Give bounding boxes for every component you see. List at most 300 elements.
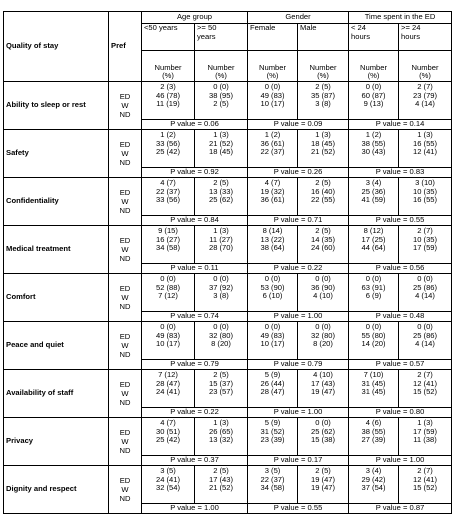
count-pct: 32 (80) — [310, 330, 336, 340]
value-cell — [248, 466, 298, 504]
table-row — [4, 370, 452, 408]
value-cell — [142, 178, 195, 216]
p-value: P value = 0.71 — [248, 216, 349, 226]
subcol-header: <50 years — [142, 24, 195, 51]
count-pct: 2 (5) — [213, 370, 229, 379]
count-pct: 13 (22) — [260, 234, 285, 244]
count-pct: 4 (7) — [264, 178, 281, 187]
subcol-header: Female — [248, 24, 298, 51]
value-cell — [399, 82, 452, 120]
pref-label: ED — [119, 331, 131, 341]
count-pct: 2 (5) — [315, 82, 331, 91]
value-cell — [248, 418, 298, 456]
p-value: P value = 0.87 — [349, 504, 452, 514]
count-pct: 0 (0) — [315, 322, 331, 331]
p-value: P value = 0.22 — [142, 408, 248, 418]
count-pct: 1 (3) — [315, 130, 331, 139]
count-pct: 0 (0) — [213, 82, 229, 91]
value-cell — [142, 466, 195, 504]
number-pct-header: Number (%) — [195, 51, 248, 82]
count-pct: 22 (37) — [260, 147, 285, 157]
count-pct: 21 (52) — [310, 147, 336, 157]
row-label: Privacy — [4, 418, 109, 466]
p-value: P value = 0.37 — [142, 456, 248, 466]
p-value: P value = 0.74 — [142, 312, 248, 322]
table-row — [4, 418, 452, 456]
quality-of-stay-table — [3, 11, 452, 514]
pref-labels — [109, 418, 142, 466]
count-pct: 34 (58) — [155, 243, 181, 253]
value-cell — [248, 130, 298, 168]
count-pct: 8 (14) — [262, 226, 283, 235]
count-pct: 0 (0) — [264, 322, 281, 331]
gender-header: Gender — [248, 12, 349, 24]
row-label: Medical treatment — [4, 226, 109, 274]
pref-labels — [109, 82, 142, 130]
count-pct: 2 (7) — [417, 466, 433, 475]
pref-label: W — [121, 340, 129, 350]
pref-label: ED — [119, 283, 131, 293]
table-row — [4, 178, 452, 216]
count-pct: 19 (47) — [310, 474, 336, 484]
value-cell — [399, 370, 452, 408]
pref-labels — [109, 466, 142, 514]
count-pct: 17 (59) — [412, 426, 438, 436]
count-pct: 23 (57) — [208, 387, 234, 397]
value-cell — [142, 274, 195, 312]
value-cell — [142, 370, 195, 408]
count-pct: 0 (0) — [264, 274, 281, 283]
count-pct: 14 (20) — [361, 339, 386, 349]
table-row — [4, 322, 452, 360]
count-pct: 0 (0) — [160, 274, 176, 283]
count-pct: 1 (3) — [213, 130, 229, 139]
count-pct: 32 (54) — [155, 483, 181, 493]
count-pct: 30 (43) — [361, 147, 386, 157]
count-pct: 22 (37) — [155, 186, 181, 196]
count-pct: 0 (0) — [365, 82, 382, 91]
pref-label: ND — [119, 206, 131, 216]
pref-label: ND — [119, 158, 131, 168]
pref-label: W — [121, 484, 129, 494]
value-cell — [248, 178, 298, 216]
count-pct: 2 (3) — [160, 82, 176, 91]
count-pct: 3 (4) — [365, 466, 382, 475]
count-pct: 15 (37) — [208, 378, 234, 388]
pref-label: W — [121, 244, 129, 254]
count-pct: 0 (0) — [160, 322, 176, 331]
pref-label: W — [121, 292, 129, 302]
pref-label: ND — [119, 110, 131, 120]
row-label: Peace and quiet — [4, 322, 109, 370]
pref-label: ND — [119, 350, 131, 360]
count-pct: 17 (59) — [412, 243, 438, 253]
pref-label: W — [121, 388, 129, 398]
p-value: P value = 1.00 — [248, 408, 349, 418]
count-pct: 55 (80) — [361, 330, 386, 340]
count-pct: 2 (7) — [417, 226, 433, 235]
value-cell — [195, 274, 248, 312]
p-value: P value = 0.83 — [349, 168, 452, 178]
count-pct: 2 (5) — [213, 178, 229, 187]
count-pct: 4 (14) — [415, 99, 435, 109]
count-pct: 1 (2) — [365, 130, 382, 139]
p-value: P value = 0.79 — [142, 360, 248, 370]
count-pct: 27 (39) — [361, 435, 386, 445]
count-pct: 25 (86) — [412, 330, 438, 340]
p-value: P value = 1.00 — [142, 504, 248, 514]
row-label: Ability to sleep or rest — [4, 82, 109, 130]
count-pct: 15 (52) — [412, 483, 438, 493]
count-pct: 38 (64) — [260, 243, 285, 253]
count-pct: 34 (58) — [260, 483, 285, 493]
count-pct: 1 (2) — [264, 130, 281, 139]
value-cell — [349, 178, 399, 216]
pref-label: ED — [119, 427, 131, 437]
count-pct: 36 (61) — [260, 195, 285, 205]
pref-label: ND — [119, 254, 131, 264]
pref-label: W — [121, 436, 129, 446]
count-pct: 49 (83) — [260, 90, 285, 100]
value-cell — [399, 178, 452, 216]
value-cell — [399, 322, 452, 360]
count-pct: 10 (17) — [155, 339, 181, 349]
pref-labels — [109, 322, 142, 370]
count-pct: 11 (38) — [413, 435, 437, 445]
count-pct: 37 (92) — [208, 282, 234, 292]
count-pct: 38 (55) — [361, 426, 386, 436]
count-pct: 28 (47) — [155, 378, 181, 388]
pref-label: ED — [119, 235, 131, 245]
count-pct: 0 (0) — [213, 274, 229, 283]
count-pct: 31 (45) — [361, 378, 386, 388]
count-pct: 19 (32) — [260, 186, 285, 196]
count-pct: 18 (45) — [310, 138, 336, 148]
value-cell — [349, 82, 399, 120]
count-pct: 3 (5) — [160, 466, 176, 475]
count-pct: 0 (0) — [417, 322, 433, 331]
count-pct: 23 (79) — [412, 90, 438, 100]
count-pct: 17 (25) — [361, 234, 386, 244]
count-pct: 12 (41) — [412, 474, 438, 484]
count-pct: 0 (0) — [365, 274, 382, 283]
value-cell — [142, 130, 195, 168]
count-pct: 16 (27) — [155, 234, 181, 244]
value-cell — [195, 418, 248, 456]
value-cell — [298, 466, 349, 504]
count-pct: 23 (39) — [260, 435, 285, 445]
row-label: Dignity and respect — [4, 466, 109, 514]
pref-label: ND — [119, 446, 131, 456]
count-pct: 37 (54) — [361, 483, 386, 493]
value-cell — [399, 274, 452, 312]
value-cell — [142, 82, 195, 120]
row-label: Availability of staff — [4, 370, 109, 418]
count-pct: 25 (42) — [155, 435, 181, 445]
p-value: P value = 1.00 — [248, 312, 349, 322]
count-pct: 4 (14) — [415, 339, 435, 349]
count-pct: 3 (8) — [315, 99, 331, 109]
count-pct: 33 (56) — [155, 138, 181, 148]
count-pct: 1 (3) — [213, 226, 229, 235]
pref-label: ND — [119, 494, 131, 504]
value-cell — [349, 130, 399, 168]
count-pct: 25 (36) — [361, 186, 386, 196]
count-pct: 10 (35) — [412, 186, 438, 196]
count-pct: 9 (15) — [158, 226, 178, 235]
count-pct: 8 (20) — [211, 339, 231, 349]
count-pct: 11 (27) — [209, 234, 233, 244]
count-pct: 36 (61) — [260, 138, 285, 148]
count-pct: 24 (41) — [155, 387, 181, 397]
count-pct: 10 (17) — [260, 99, 285, 109]
count-pct: 33 (56) — [155, 195, 181, 205]
count-pct: 0 (0) — [315, 418, 331, 427]
value-cell — [248, 370, 298, 408]
count-pct: 16 (40) — [310, 186, 336, 196]
value-cell — [298, 274, 349, 312]
value-cell — [298, 130, 349, 168]
value-cell — [142, 226, 195, 264]
pref-label: ED — [119, 475, 131, 485]
p-value: P value = 0.79 — [248, 360, 349, 370]
count-pct: 2 (5) — [315, 226, 331, 235]
pref-labels — [109, 130, 142, 178]
count-pct: 18 (45) — [208, 147, 234, 157]
pref-labels — [109, 178, 142, 226]
value-cell — [298, 178, 349, 216]
value-cell — [298, 418, 349, 456]
count-pct: 19 (47) — [310, 483, 336, 493]
subcol-header: < 24 hours — [349, 24, 399, 51]
value-cell — [349, 226, 399, 264]
count-pct: 7 (12) — [158, 370, 178, 379]
count-pct: 4 (10) — [313, 370, 333, 379]
count-pct: 11 (19) — [156, 99, 180, 109]
count-pct: 53 (90) — [260, 282, 285, 292]
count-pct: 60 (87) — [361, 90, 386, 100]
value-cell — [349, 466, 399, 504]
value-cell — [195, 370, 248, 408]
count-pct: 24 (41) — [155, 474, 181, 484]
count-pct: 16 (55) — [412, 195, 438, 205]
p-value: P value = 0.55 — [248, 504, 349, 514]
subcol-header: Male — [298, 24, 349, 51]
pref-label: ED — [119, 187, 131, 197]
count-pct: 4 (10) — [313, 291, 333, 301]
pref-label: ND — [119, 398, 131, 408]
p-value: P value = 0.09 — [248, 120, 349, 130]
value-cell — [349, 370, 399, 408]
pref-label: ED — [119, 139, 131, 149]
count-pct: 9 (13) — [363, 99, 384, 109]
pref-label: ED — [119, 91, 131, 101]
count-pct: 46 (78) — [155, 90, 181, 100]
value-cell — [399, 226, 452, 264]
value-cell — [142, 418, 195, 456]
p-value: P value = 0.55 — [349, 216, 452, 226]
row-label: Safety — [4, 130, 109, 178]
value-cell — [298, 322, 349, 360]
value-cell — [349, 274, 399, 312]
count-pct: 14 (35) — [310, 234, 336, 244]
p-value: P value = 0.80 — [349, 408, 452, 418]
p-value: P value = 0.48 — [349, 312, 452, 322]
count-pct: 8 (20) — [313, 339, 333, 349]
count-pct: 2 (5) — [315, 178, 331, 187]
count-pct: 5 (9) — [264, 418, 281, 427]
value-cell — [195, 466, 248, 504]
value-cell — [195, 178, 248, 216]
count-pct: 0 (0) — [213, 322, 229, 331]
count-pct: 52 (88) — [155, 282, 181, 292]
count-pct: 21 (52) — [208, 138, 234, 148]
value-cell — [195, 130, 248, 168]
pref-labels — [109, 226, 142, 274]
count-pct: 4 (7) — [160, 178, 176, 187]
pref-label: ED — [119, 379, 131, 389]
count-pct: 0 (0) — [417, 274, 433, 283]
value-cell — [248, 226, 298, 264]
count-pct: 12 (41) — [412, 147, 438, 157]
value-cell — [399, 418, 452, 456]
count-pct: 41 (59) — [361, 195, 386, 205]
count-pct: 22 (55) — [310, 195, 336, 205]
count-pct: 7 (10) — [363, 370, 384, 379]
subcol-header: >= 50 years — [195, 24, 248, 51]
time-ed-header: Time spent in the ED — [349, 12, 452, 24]
count-pct: 12 (41) — [412, 378, 438, 388]
value-cell — [195, 82, 248, 120]
count-pct: 2 (5) — [213, 99, 229, 109]
pref-labels — [109, 274, 142, 322]
p-value: P value = 0.56 — [349, 264, 452, 274]
pref-labels — [109, 370, 142, 418]
age-group-header: Age group — [142, 12, 248, 24]
value-cell — [399, 466, 452, 504]
count-pct: 63 (91) — [361, 282, 386, 292]
value-cell — [349, 418, 399, 456]
number-pct-header: Number (%) — [399, 51, 452, 82]
count-pct: 3 (5) — [264, 466, 281, 475]
value-cell — [142, 322, 195, 360]
count-pct: 26 (44) — [260, 378, 285, 388]
count-pct: 7 (12) — [158, 291, 178, 301]
number-pct-header: Number (%) — [248, 51, 298, 82]
value-cell — [298, 370, 349, 408]
count-pct: 3 (10) — [415, 178, 435, 187]
p-value: P value = 0.17 — [248, 456, 349, 466]
count-pct: 8 (12) — [363, 226, 384, 235]
count-pct: 25 (62) — [310, 426, 336, 436]
p-value: P value = 0.84 — [142, 216, 248, 226]
p-value: P value = 0.92 — [142, 168, 248, 178]
count-pct: 38 (55) — [361, 138, 386, 148]
count-pct: 6 (10) — [262, 291, 283, 301]
value-cell — [195, 226, 248, 264]
number-pct-header: Number (%) — [142, 51, 195, 82]
table-row — [4, 130, 452, 168]
count-pct: 0 (0) — [264, 82, 281, 91]
p-value: P value = 0.57 — [349, 360, 452, 370]
count-pct: 29 (42) — [361, 474, 386, 484]
count-pct: 25 (42) — [155, 147, 181, 157]
count-pct: 2 (7) — [417, 82, 433, 91]
count-pct: 10 (35) — [412, 234, 438, 244]
count-pct: 1 (3) — [417, 418, 433, 427]
count-pct: 1 (3) — [417, 130, 433, 139]
count-pct: 1 (3) — [213, 418, 229, 427]
value-cell — [349, 322, 399, 360]
count-pct: 4 (6) — [365, 418, 382, 427]
count-pct: 28 (70) — [208, 243, 234, 253]
count-pct: 15 (52) — [412, 387, 438, 397]
count-pct: 17 (43) — [310, 378, 336, 388]
count-pct: 0 (0) — [315, 274, 331, 283]
count-pct: 4 (14) — [415, 291, 435, 301]
count-pct: 2 (5) — [213, 466, 229, 475]
p-value: P value = 0.14 — [349, 120, 452, 130]
count-pct: 25 (62) — [208, 195, 234, 205]
count-pct: 49 (83) — [260, 330, 285, 340]
count-pct: 38 (95) — [208, 90, 234, 100]
table-row — [4, 226, 452, 264]
value-cell — [195, 322, 248, 360]
number-pct-header: Number (%) — [298, 51, 349, 82]
count-pct: 2 (5) — [315, 466, 331, 475]
count-pct: 36 (90) — [310, 282, 336, 292]
count-pct: 49 (83) — [155, 330, 181, 340]
value-cell — [248, 82, 298, 120]
count-pct: 3 (8) — [213, 291, 229, 301]
count-pct: 25 (86) — [412, 282, 438, 292]
value-cell — [298, 226, 349, 264]
count-pct: 21 (52) — [208, 483, 234, 493]
count-pct: 13 (32) — [208, 435, 234, 445]
count-pct: 1 (2) — [160, 130, 176, 139]
value-cell — [399, 130, 452, 168]
count-pct: 31 (52) — [260, 426, 285, 436]
pref-header: Pref — [109, 12, 142, 82]
count-pct: 19 (47) — [310, 387, 336, 397]
p-value: P value = 0.22 — [248, 264, 349, 274]
table-row — [4, 82, 452, 120]
p-value: P value = 0.11 — [142, 264, 248, 274]
count-pct: 16 (55) — [412, 138, 438, 148]
count-pct: 24 (60) — [310, 243, 336, 253]
count-pct: 13 (33) — [208, 186, 234, 196]
count-pct: 32 (80) — [208, 330, 234, 340]
table-row — [4, 466, 452, 504]
row-label: Confidentiality — [4, 178, 109, 226]
count-pct: 2 (7) — [417, 370, 433, 379]
quality-header: Quality of stay — [4, 12, 109, 82]
count-pct: 30 (51) — [155, 426, 181, 436]
count-pct: 6 (9) — [365, 291, 382, 301]
count-pct: 35 (87) — [310, 90, 336, 100]
row-label: Comfort — [4, 274, 109, 322]
count-pct: 4 (7) — [160, 418, 176, 427]
count-pct: 22 (37) — [260, 474, 285, 484]
count-pct: 15 (38) — [310, 435, 336, 445]
count-pct: 10 (17) — [260, 339, 285, 349]
count-pct: 17 (43) — [208, 474, 234, 484]
pref-label: ND — [119, 302, 131, 312]
count-pct: 28 (47) — [260, 387, 285, 397]
count-pct: 31 (45) — [361, 387, 386, 397]
value-cell — [298, 82, 349, 120]
count-pct: 0 (0) — [365, 322, 382, 331]
